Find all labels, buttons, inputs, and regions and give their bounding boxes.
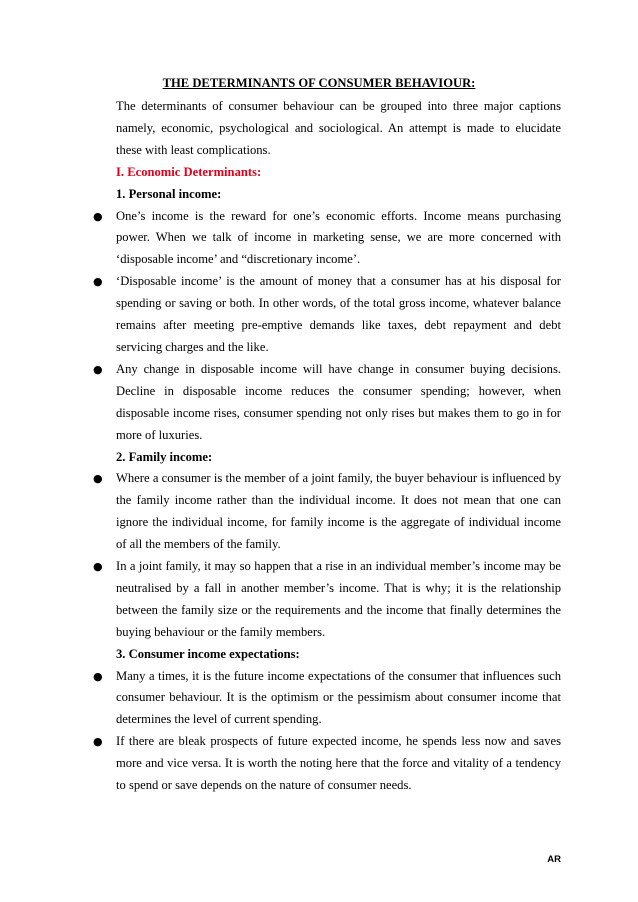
bullet-icon: ● [93,275,103,289]
bullet-list-personal-income [93,206,561,447]
bullet-list-income-expectations [93,666,561,797]
bullet-icon: ● [93,472,103,486]
bullet-text: ‘Disposable income’ is the amount of money that a consumer has at his disposal for spending or saving or both. In other words, of the total gross income, whatever balance remains after meeting pre-emptive demands like taxes, debt repayment and debt servicing charges and the like. [116,274,561,354]
subsection-heading-income-expectations: 3. Consumer income expectations: [116,646,300,661]
bullet-text: In a joint family, it may so happen that a rise in an individual member’s income may be neutralised by a fall in another member’s income. That is why; it is the relationship between the family size or the requirements and the income that finally determines the buying behaviour or the family members. [116,559,561,639]
bullet-text: Many a times, it is the future income expectations of the consumer that influences such consumer behaviour. It is the optimism or the pessimism about consumer income that determines the level of current spending. [116,668,561,727]
bullet-list-family-income [93,468,561,643]
bullet-item [93,666,561,732]
bullet-text: Where a consumer is the member of a joint family, the buyer behaviour is influenced by the family income rather than the individual income. It does not mean that one can ignore the individual income, for family income is the aggregate of individual income of all the members of the family. [116,471,561,552]
section-heading: I. Economic Determinants: [116,164,262,179]
bullet-icon: ● [93,735,103,749]
bullet-icon: ● [93,362,103,376]
subsection-heading-personal-income: 1. Personal income: [116,186,222,201]
bullet-icon: ● [93,669,103,683]
bullet-item [93,556,561,644]
document-body [93,96,561,797]
intro-paragraph: The determinants of consumer behaviour can be grouped into three major captions namely, economic, psychological and sociological. An attempt is made to elucidate these with least complications. [116,99,561,157]
subsection-heading-family-income: 2. Family income: [116,449,213,464]
bullet-text: Any change in disposable income will have change in consumer buying decisions. Decline in disposable income reduces the consumer spending; however, when disposable income rises, consumer spending not only rises but makes them to go in for more of luxuries. [116,361,561,442]
bullet-item [93,359,561,447]
bullet-text: One’s income is the reward for one’s economic efforts. Income means purchasing power. When we talk of income in marketing sense, we are more concerned with ‘disposable income’ and “discretionary income’. [116,208,561,267]
bullet-icon: ● [93,209,103,223]
bullet-icon: ● [93,560,103,574]
bullet-item [93,731,561,797]
bullet-item [93,468,561,556]
page-title: THE DETERMINANTS OF CONSUMER BEHAVIOUR: [162,76,476,90]
footer-initials: AR [547,854,561,865]
bullet-item [93,206,561,272]
bullet-item [93,271,561,359]
bullet-text: If there are bleak prospects of future expected income, he spends less now and saves more and vice versa. It is worth the noting here that the force and vitality of a tendency to spend or save depends on the nature of consumer needs. [116,734,561,793]
